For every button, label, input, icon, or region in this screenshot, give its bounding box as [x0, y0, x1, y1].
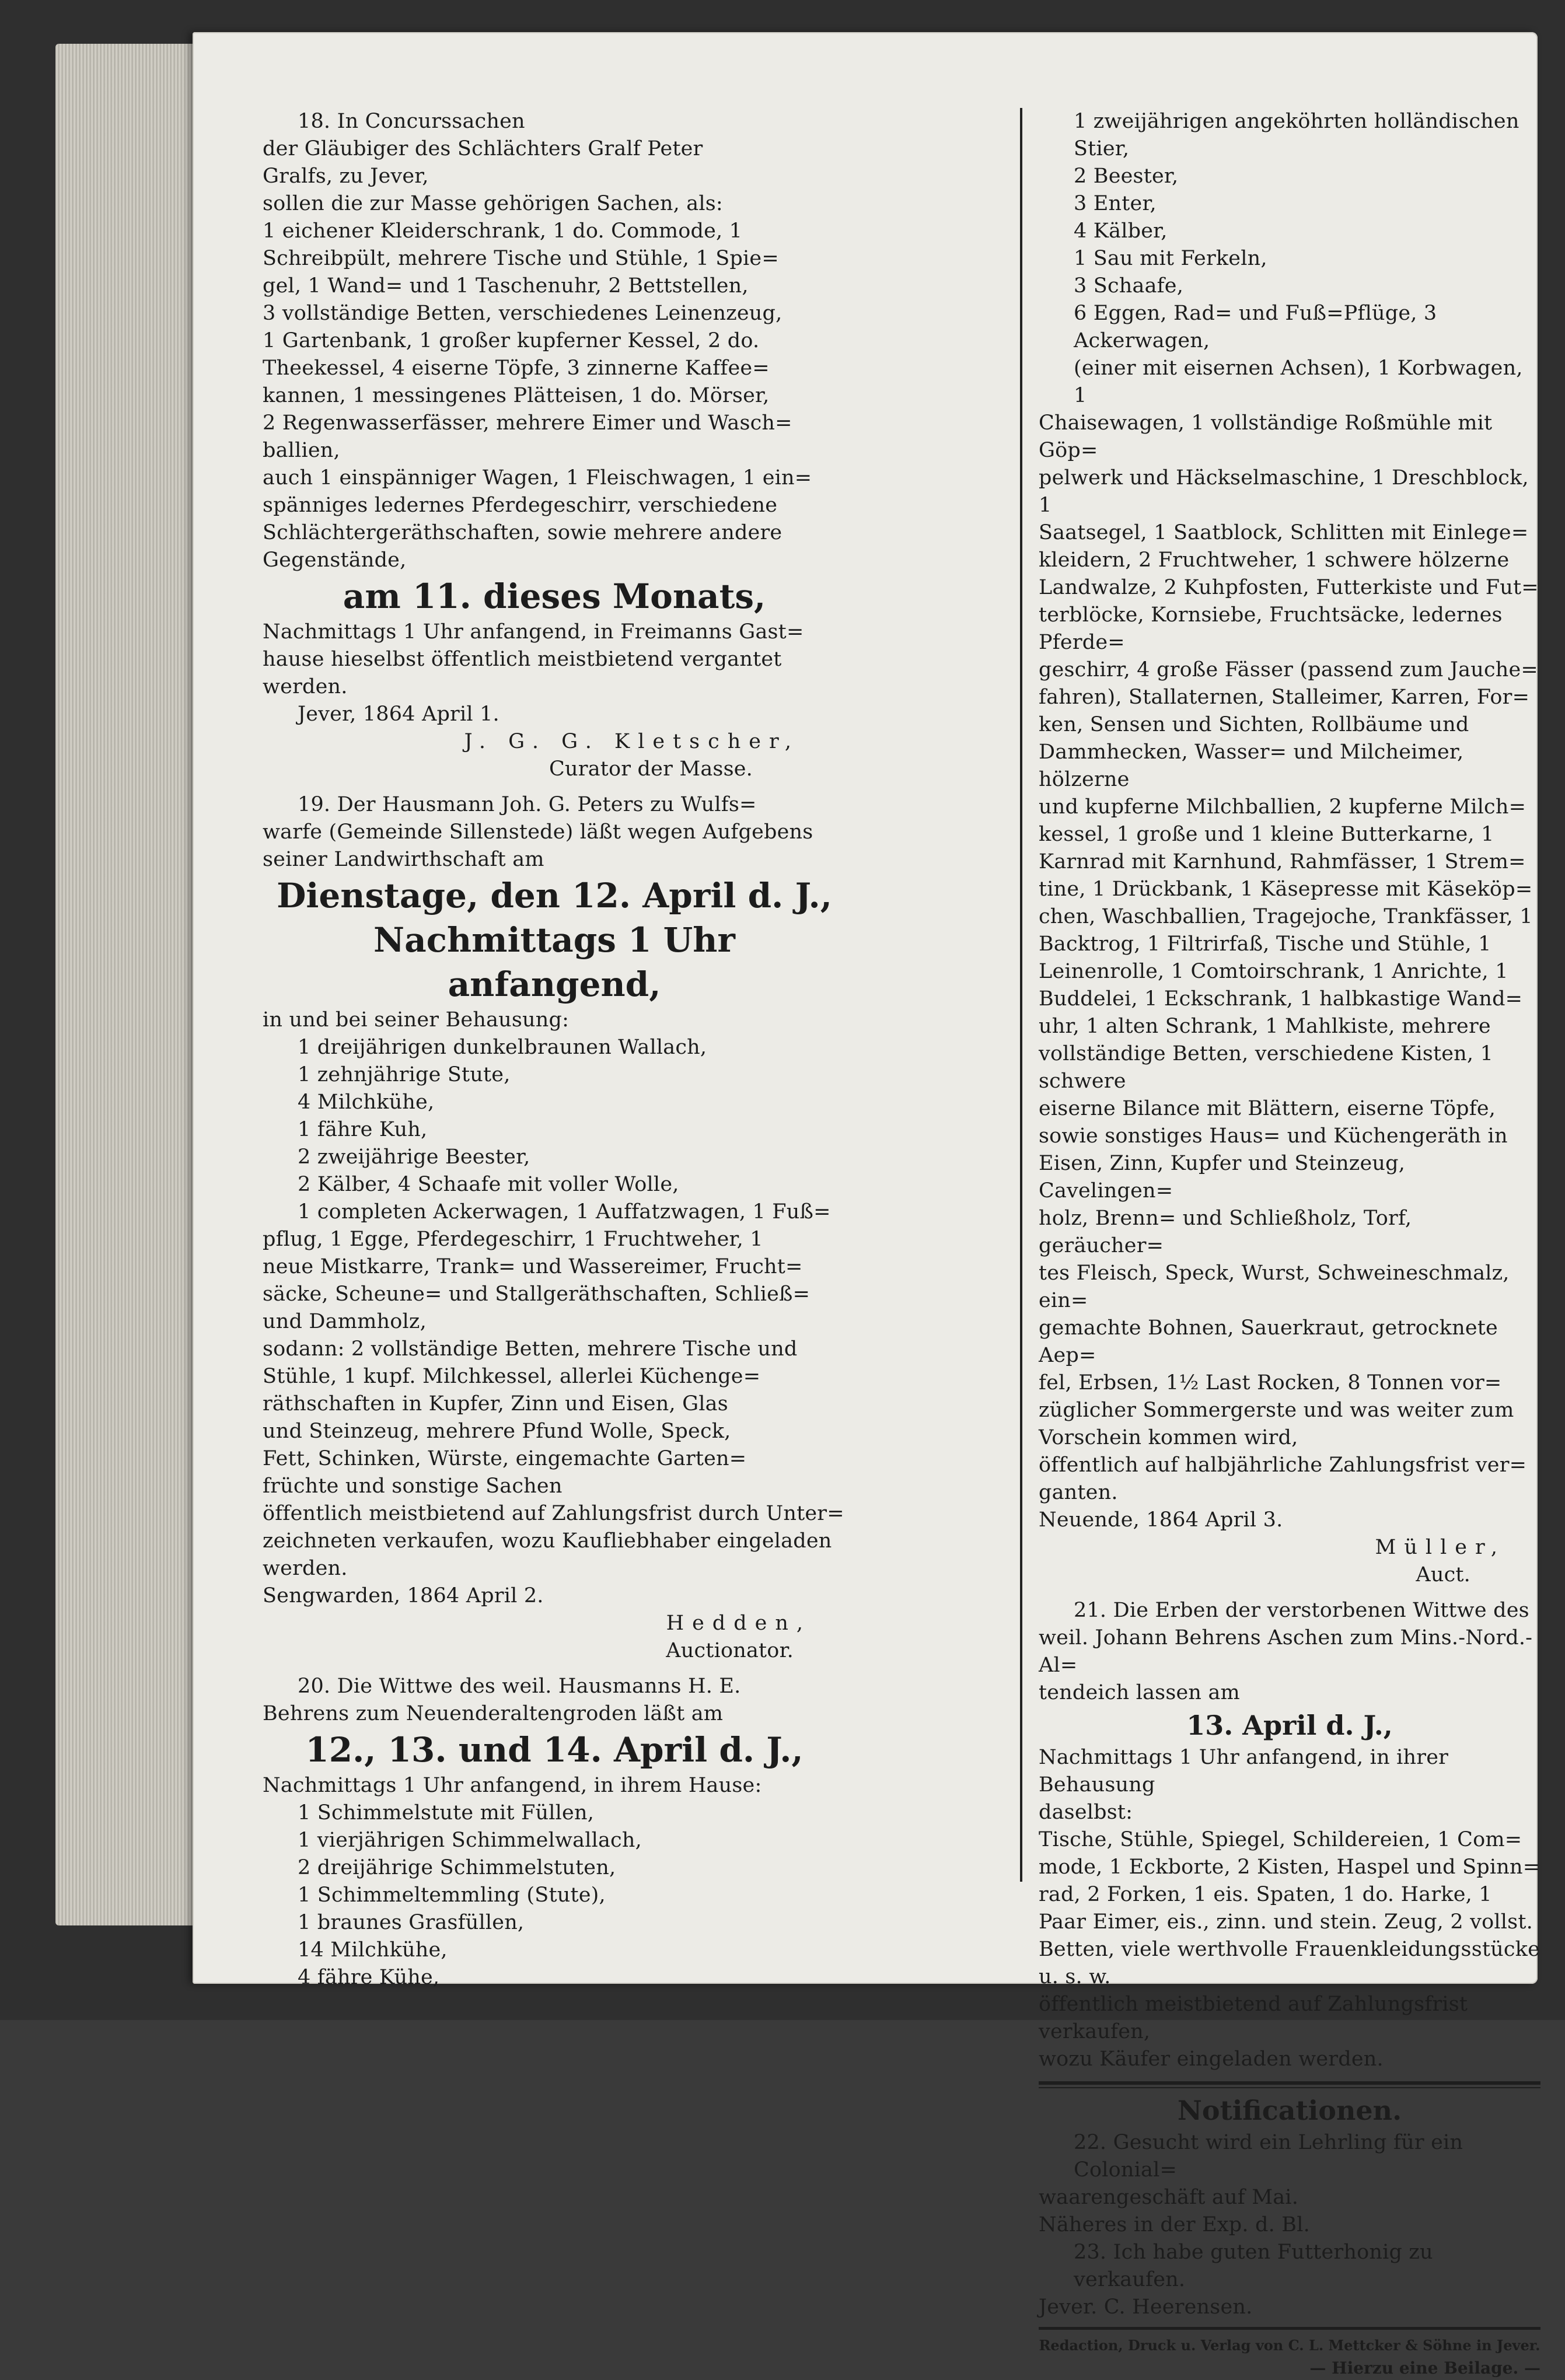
notice-19-line: zeichneten verkaufen, wozu Kaufliebhaber eingeladen [263, 1529, 832, 1553]
notice-20-continued-line: 1 zweijährigen angeköhrten holländischen Stier, [1074, 110, 1519, 160]
notice-21-text [1039, 1744, 1540, 2073]
notice-19-signer: Hedden, [666, 1612, 811, 1635]
notice-19-line: säcke, Scheune= und Stallgeräthschaften, Schließ= [263, 1282, 811, 1306]
notice-21-line: u. s. w. [1039, 1965, 1111, 1988]
notice-20-line: 14 Milchkühe, [298, 1938, 448, 1962]
notice-20-continued-line: 3 Enter, [1074, 192, 1157, 215]
notice-23-line: 23. Ich habe guten Futterhonig zu verkaufen. [1074, 2241, 1433, 2291]
notice-19-signer-title: Auctionator. [666, 1639, 794, 1662]
notice-21-line: Tische, Stühle, Spiegel, Schildereien, 1 Com= [1039, 1828, 1522, 1851]
notice-18-line: 1 Gartenbank, 1 großer kupferner Kessel, 2 do. [263, 329, 760, 352]
notice-20-line: 1 Schimmelstute mit Füllen, [298, 1801, 595, 1825]
notice-19-date-heading: Dienstage, den 12. April d. J., [277, 876, 832, 915]
notice-21-line: Nachmittags 1 Uhr anfangend, in ihrer Behausung [1039, 1746, 1449, 1797]
notice-18-line: Gegenstände, [263, 548, 407, 572]
notice-18-line: ballien, [263, 439, 340, 462]
notice-20-continued-line: Eisen, Zinn, Kupfer und Steinzeug, Cavelingen= [1039, 1152, 1406, 1203]
notice-21-line: wozu Käufer eingeladen werden. [1039, 2047, 1384, 2071]
notice-20-continued-line: fel, Erbsen, 1½ Last Rocken, 8 Tonnen vor= [1039, 1371, 1502, 1395]
notice-20-continued-line: uhr, 1 alten Schrank, 1 Mahlkiste, mehrere [1039, 1015, 1491, 1038]
notice-19-intro-line: 19. Der Hausmann Joh. G. Peters zu Wulfs= [298, 793, 757, 816]
notice-20-line: 1 Schimmeltemmling (Stute), [298, 1883, 606, 1907]
notice-20-continued-line: Buddelei, 1 Eckschrank, 1 halbkastige Wand= [1039, 987, 1523, 1011]
notice-19-line: 2 Kälber, 4 Schaafe mit voller Wolle, [298, 1173, 679, 1196]
notice-20-line: 1 vierjährigen Schimmelwallach, [298, 1829, 642, 1852]
notice-19-line: und Steinzeug, mehrere Pfund Wolle, Speck, [263, 1420, 731, 1443]
notice-21-line: daselbst: [1039, 1801, 1133, 1824]
notice-19-line: 1 zehnjährige Stute, [298, 1063, 511, 1086]
left-column [263, 108, 846, 1991]
right-column [1039, 108, 1540, 2380]
notice-21-line: öffentlich meistbietend auf Zahlungsfrist verkaufen, [1039, 1993, 1468, 2043]
notice-23-line: Jever. C. Heerensen. [1039, 2295, 1253, 2319]
notice-21-line: rad, 2 Forken, 1 eis. Spaten, 1 do. Harke, 1 [1039, 1883, 1492, 1906]
notice-20-continued-line: Landwalze, 2 Kuhpfosten, Futterkiste und Fut= [1039, 576, 1539, 599]
notice-20-line: Nachmittags 1 Uhr anfangend, in ihrem Hause: [263, 1774, 762, 1797]
notice-19-line: sodann: 2 vollständige Betten, mehrere Tische und [263, 1337, 798, 1361]
notice-20-continued-line: und kupferne Milchballien, 2 kupferne Milch= [1039, 795, 1526, 819]
notice-19 [263, 791, 846, 1665]
notice-18-closing [263, 618, 846, 728]
notice-19-text [263, 1006, 846, 1610]
notice-19-line: 1 dreijährigen dunkelbraunen Wallach, [298, 1036, 707, 1059]
notice-18-line: Schreibpült, mehrere Tische und Stühle, 1 Spie= [263, 247, 779, 270]
notice-20-continued-line: 4 Kälber, [1074, 219, 1168, 243]
notice-18-line: der Gläubiger des Schlächters Gralf Peter [263, 137, 703, 160]
notice-23 [1039, 2239, 1540, 2321]
page-content [263, 108, 1540, 2378]
notice-21-line: mode, 1 Eckborte, 2 Kisten, Haspel und Spinn= [1039, 1855, 1540, 1879]
notice-19-line: räthschaften in Kupfer, Zinn und Eisen, Glas [263, 1392, 728, 1416]
notice-20-continued-line: chen, Waschballien, Tragejoche, Trankfässer, 1 [1039, 905, 1533, 928]
notice-20-continued-line: öffentlich auf halbjährliche Zahlungsfrist ver= [1039, 1453, 1527, 1477]
notice-18-line: spänniges ledernes Pferdegeschirr, verschiedene [263, 494, 778, 517]
notice-20-continued-line: pelwerk und Häckselmaschine, 1 Dreschblock, 1 [1039, 466, 1529, 517]
notice-20-continued-line: Backtrog, 1 Filtrirfaß, Tische und Stühle, 1 [1039, 932, 1491, 956]
notice-18-line: kannen, 1 messingenes Plätteisen, 1 do. Mörser, [263, 384, 770, 407]
notice-18-date-heading: am 11. dieses Monats, [343, 576, 766, 616]
notice-22-line: waarengeschäft auf Mai. [1039, 2186, 1299, 2209]
notice-20-continued-line: Dammhecken, Wasser= und Milcheimer, hölzerne [1039, 740, 1464, 791]
notice-18 [263, 108, 846, 783]
notice-18-line: sollen die zur Masse gehörigen Sachen, als: [263, 192, 723, 215]
notice-20-continued-line: gemachte Bohnen, Sauerkraut, getrocknete Aep= [1039, 1316, 1498, 1367]
notice-20-date-heading: 12., 13. und 14. April d. J., [305, 1730, 804, 1770]
notice-19-line: früchte und sonstige Sachen [263, 1474, 563, 1498]
notice-21-intro-line: 21. Die Erben der verstorbenen Wittwe des [1074, 1599, 1529, 1622]
notice-18-closing-line: Jever, 1864 April 1. [298, 703, 499, 726]
notice-18-line: 18. In Concurssachen [298, 110, 525, 133]
notice-20-continued-line: Neuende, 1864 April 3. [1039, 1508, 1283, 1532]
notice-20-continued-line: ken, Sensen und Sichten, Rollbäume und [1039, 713, 1469, 736]
notice-19-line: werden. [263, 1557, 348, 1580]
notice-20-continued-line: vollständige Betten, verschiedene Kisten, 1 schwere [1039, 1042, 1494, 1093]
notice-21-line: Betten, viele werthvolle Frauenkleidungsstücke [1039, 1938, 1540, 1961]
notice-20 [263, 1673, 846, 1991]
notice-18-line: Gralfs, zu Jever, [263, 165, 429, 188]
notice-18-signer-title: Curator der Masse. [549, 757, 753, 781]
notice-19-intro [263, 791, 846, 873]
notice-19-intro-line: warfe (Gemeinde Sillenstede) läßt wegen Aufgebens [263, 820, 813, 844]
notice-21-intro-line: tendeich lassen am [1039, 1681, 1240, 1704]
notice-20-continued-line: 3 Schaafe, [1074, 274, 1184, 298]
notice-19-line: 4 Milchkühe, [298, 1091, 435, 1114]
notice-20-continued-line: holz, Brenn= und Schließholz, Torf, geräucher= [1039, 1207, 1412, 1257]
notice-20-continued-line: geschirr, 4 große Fässer (passend zum Jauche= [1039, 658, 1538, 682]
notice-20-continued-line: sowie sonstiges Haus= und Küchengeräth in [1039, 1124, 1508, 1148]
section-rule-thin [1039, 2087, 1540, 2088]
notice-22 [1039, 2129, 1540, 2239]
notice-19-intro-line: seiner Landwirthschaft am [263, 848, 544, 871]
notice-20-continued-text [1039, 108, 1540, 1534]
notice-18-line: 3 vollständige Betten, verschiedenes Leinenzeug, [263, 302, 782, 325]
notice-20-continued [1039, 108, 1540, 1589]
notice-21 [1039, 1597, 1540, 2073]
notice-20-continued-line: Leinenrolle, 1 Comtoirschrank, 1 Anrichte, 1 [1039, 960, 1508, 983]
imprint: Redaction, Druck u. Verlag von C. L. Mettcker & Söhne in Jever. [1039, 2337, 1540, 2354]
notice-18-line: 1 eichener Kleiderschrank, 1 do. Commode, 1 [263, 219, 743, 243]
notifications-heading: Notificationen. [1177, 2095, 1402, 2126]
notice-19-line: Sengwarden, 1864 April 2. [263, 1584, 544, 1607]
notice-20-intro-line: Behrens zum Neuenderaltengroden läßt am [263, 1702, 724, 1725]
notice-21-intro-line: weil. Johann Behrens Aschen zum Mins.-Nord.-Al= [1039, 1626, 1533, 1677]
notice-20-continued-line: (einer mit eisernen Achsen), 1 Korbwagen, 1 [1074, 357, 1523, 407]
notice-18-line: 2 Regenwasserfässer, mehrere Eimer und Wasch= [263, 411, 792, 435]
notice-20-continued-line: 6 Eggen, Rad= und Fuß=Pflüge, 3 Ackerwagen, [1074, 302, 1437, 352]
notice-20-continued-line: 2 Beester, [1074, 165, 1179, 188]
notice-20-continued-line: ganten. [1039, 1481, 1118, 1504]
notice-20-continued-line: 1 Sau mit Ferkeln, [1074, 247, 1267, 270]
notice-20-continued-line: züglicher Sommergerste und was weiter zum [1039, 1399, 1514, 1422]
notice-18-line: auch 1 einspänniger Wagen, 1 Fleischwagen, 1 ein= [263, 466, 812, 490]
notice-20-continued-line: Saatsegel, 1 Saatblock, Schlitten mit Einlege= [1039, 521, 1529, 544]
notice-20-intro-line: 20. Die Wittwe des weil. Hausmanns H. E. [298, 1675, 741, 1698]
notice-18-signer: J. G. G. Kletscher, [464, 730, 799, 753]
notice-22-line: 22. Gesucht wird ein Lehrling für ein Colonial= [1074, 2131, 1463, 2182]
notice-20-intro [263, 1673, 846, 1728]
notice-21-line: Paar Eimer, eis., zinn. und stein. Zeug, 2 vollst. [1039, 1910, 1533, 1934]
newspaper-page [193, 32, 1540, 2378]
section-rule-thick [1039, 2081, 1540, 2085]
notice-19-line: in und bei seiner Behausung: [263, 1008, 570, 1032]
notice-20-continued-line: tes Fleisch, Speck, Wurst, Schweineschmalz, ein= [1039, 1261, 1510, 1312]
notice-20-line: 2 dreijährige Schimmelstuten, [298, 1856, 616, 1879]
notice-18-closing-line: hause hieselbst öffentlich meistbietend vergantet werden. [263, 648, 782, 698]
notice-20-continued-line: terblöcke, Kornsiebe, Fruchtsäcke, ledernes Pferde= [1039, 603, 1503, 654]
notice-18-text [263, 108, 846, 574]
notice-20-line: 1 braunes Grasfüllen, [298, 1911, 525, 1934]
notice-18-closing-line: Nachmittags 1 Uhr anfangend, in Freimanns Gast= [263, 620, 804, 644]
notice-18-line: Schlächtergeräthschaften, sowie mehrere andere [263, 521, 782, 544]
notice-20-continued-line: kleidern, 2 Fruchtweher, 1 schwere hölzerne [1039, 548, 1510, 572]
notice-21-intro [1039, 1597, 1540, 1707]
notice-18-line: Theekessel, 4 eiserne Töpfe, 3 zinnerne Kaffee= [263, 357, 770, 380]
supplement-note: — Hierzu eine Beilage. — [1309, 2358, 1540, 2378]
notice-20-signer-title: Auct. [1416, 1563, 1470, 1586]
notice-19-line: 2 zweijährige Beester, [298, 1145, 530, 1169]
notice-19-line: 1 fähre Kuh, [298, 1118, 428, 1141]
notice-19-line: Stühle, 1 kupf. Milchkessel, allerlei Küchenge= [263, 1365, 761, 1388]
notice-20-continued-line: Vorschein kommen wird, [1039, 1426, 1298, 1449]
notice-20-text [263, 1772, 846, 1991]
notice-20-continued-line: eiserne Bilance mit Blättern, eiserne Töpfe, [1039, 1097, 1496, 1120]
notice-20-continued-line: Chaisewagen, 1 vollständige Roßmühle mit Göp= [1039, 411, 1493, 462]
notice-20-signer: Müller, [1375, 1536, 1505, 1559]
notice-19-line: neue Mistkarre, Trank= und Wassereimer, Frucht= [263, 1255, 803, 1278]
footer-rule [1039, 2327, 1540, 2330]
notice-19-line: 1 completen Ackerwagen, 1 Auffatzwagen, 1 Fuß= [298, 1200, 831, 1224]
notice-18-line: gel, 1 Wand= und 1 Taschenuhr, 2 Bettstellen, [263, 274, 749, 298]
column-divider [1020, 108, 1022, 1882]
notice-19-line: öffentlich meistbietend auf Zahlungsfrist durch Unter= [263, 1502, 844, 1525]
notice-21-date-heading: 13. April d. J., [1186, 1710, 1393, 1741]
notice-20-continued-line: kessel, 1 große und 1 kleine Butterkarne, 1 [1039, 823, 1494, 846]
notice-19-time-heading: Nachmittags 1 Uhr anfangend, [373, 920, 735, 1004]
notice-20-continued-line: tine, 1 Drückbank, 1 Käsepresse mit Käseköp= [1039, 878, 1533, 901]
notice-19-line: Fett, Schinken, Würste, eingemachte Garten= [263, 1447, 747, 1470]
notice-20-line: 4 fähre Kühe, [298, 1966, 440, 1989]
notice-22-line: Näheres in der Exp. d. Bl. [1039, 2213, 1310, 2236]
notice-19-line: pflug, 1 Egge, Pferdegeschirr, 1 Fruchtweher, 1 [263, 1228, 763, 1251]
notice-20-continued-line: fahren), Stallaternen, Stalleimer, Karren, For= [1039, 686, 1530, 709]
notice-20-continued-line: Karnrad mit Karnhund, Rahmfässer, 1 Strem= [1039, 850, 1526, 873]
notice-19-line: und Dammholz, [263, 1310, 427, 1333]
